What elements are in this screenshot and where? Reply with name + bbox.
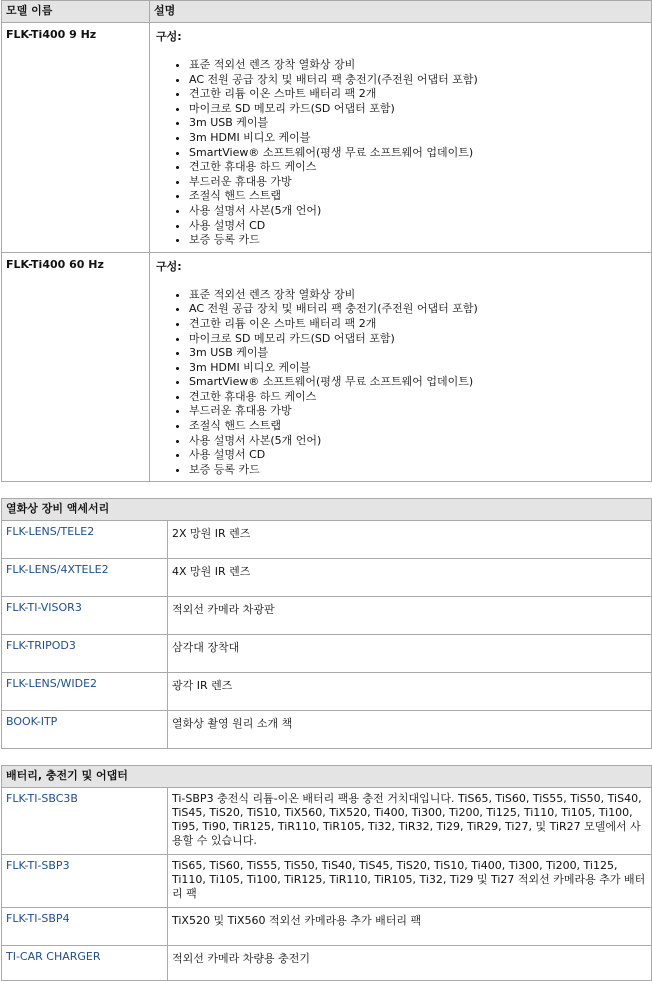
accessories-table [1,498,652,749]
list-item: • 사용 설명서 CD [189,448,645,463]
table-row [2,673,652,711]
product-code-link[interactable]: BOOK-ITP [2,711,168,749]
models-header-row [2,1,652,23]
product-code-link[interactable]: FLK-TRIPOD3 [2,635,168,673]
product-code-link[interactable]: FLK-TI-SBC3B [2,788,168,855]
table-row [2,597,652,635]
list-item: • 사용 설명서 사본(5개 언어) [189,434,645,449]
composition-label: 구성: [156,30,182,43]
battery-table [1,765,652,981]
list-item: • 견고한 휴대용 하드 케이스 [189,160,645,175]
list-item: • SmartView® 소프트웨어(평생 무료 소프트웨어 업데이트) [189,375,645,390]
composition-list [156,58,645,248]
list-item: • 견고한 리튬 이온 스마트 배터리 팩 2개 [189,87,645,102]
list-item: • 3m USB 케이블 [189,116,645,131]
product-description: 광각 IR 렌즈 [168,673,652,711]
description-header: 설명 [150,1,652,23]
table-row [2,855,652,908]
product-description: 적외선 카메라 차량용 충전기 [168,946,652,981]
list-item: • 보증 등록 카드 [189,233,645,248]
product-description: TiX520 및 TiX560 적외선 카메라용 추가 배터리 팩 [168,908,652,946]
table-row [2,711,652,749]
product-code-link[interactable]: FLK-LENS/4XTELE2 [2,559,168,597]
product-description: 적외선 카메라 차광판 [168,597,652,635]
list-item: • 사용 설명서 사본(5개 언어) [189,204,645,219]
list-item: • 부드러운 휴대용 가방 [189,404,645,419]
models-table [1,0,652,482]
product-description: Ti-SBP3 충전식 리튬-이온 배터리 팩용 충전 거치대입니다. TiS65, TiS60, TiS55, TiS50, TiS40, TiS45, TiS20, TiS10, TiX560, TiX520, Ti400, Ti300, Ti200, Ti125, Ti110, Ti105, Ti100, Ti95, Ti90, TiR125, TiR110, TiR105, Ti32, TiR32, Ti29, TiR29, Ti27, 및 TiR27 모델에서 사용할 수 있습니다. [168,788,652,855]
list-item: • 3m HDMI 비디오 케이블 [189,131,645,146]
accessories-header-row [2,499,652,521]
model-description [150,23,652,253]
list-item: • 표준 적외선 렌즈 장착 열화상 장비 [189,58,645,73]
list-item: • 사용 설명서 CD [189,219,645,234]
battery-header-row [2,766,652,788]
composition-list [156,288,645,478]
list-item: • 3m HDMI 비디오 케이블 [189,361,645,376]
list-item: • 3m USB 케이블 [189,346,645,361]
list-item: • 마이크로 SD 메모리 카드(SD 어댑터 포함) [189,102,645,117]
list-item: • 조절식 핸드 스트랩 [189,419,645,434]
list-item: • AC 전원 공급 장치 및 배터리 팩 충전기(주전원 어댑터 포함) [189,73,645,88]
list-item: • 부드러운 휴대용 가방 [189,175,645,190]
model-row [2,23,652,253]
model-description [150,252,652,482]
product-code-link[interactable]: FLK-TI-SBP4 [2,908,168,946]
product-description: 2X 망원 IR 렌즈 [168,521,652,559]
section-gap [1,482,651,498]
accessories-title: 열화상 장비 액세서리 [2,499,652,521]
product-description: TiS65, TiS60, TiS55, TiS50, TiS40, TiS45, TiS20, TiS10, Ti400, Ti300, Ti200, Ti125, Ti110, Ti105, Ti100, TiR125, TiR110, TiR105, Ti32, Ti29 및 Ti27 적외선 카메라용 추가 배터리 팩 [168,855,652,908]
product-code-link[interactable]: FLK-LENS/WIDE2 [2,673,168,711]
model-name-header: 모델 이름 [2,1,150,23]
product-code-link[interactable]: TI-CAR CHARGER [2,946,168,981]
table-row [2,788,652,855]
table-row [2,521,652,559]
product-description: 열화상 촬영 원리 소개 책 [168,711,652,749]
list-item: • 견고한 휴대용 하드 케이스 [189,390,645,405]
table-row [2,946,652,981]
list-item: • AC 전원 공급 장치 및 배터리 팩 충전기(주전원 어댑터 포함) [189,302,645,317]
product-code-link[interactable]: FLK-LENS/TELE2 [2,521,168,559]
list-item: • 마이크로 SD 메모리 카드(SD 어댑터 포함) [189,332,645,347]
table-row [2,908,652,946]
model-row [2,252,652,482]
table-row [2,559,652,597]
model-name: FLK-Ti400 9 Hz [2,23,150,253]
list-item: • 견고한 리튬 이온 스마트 배터리 팩 2개 [189,317,645,332]
product-code-link[interactable]: FLK-TI-VISOR3 [2,597,168,635]
composition-label: 구성: [156,259,182,273]
list-item: • 표준 적외선 렌즈 장착 열화상 장비 [189,288,645,303]
product-description: 삼각대 장착대 [168,635,652,673]
list-item: • 보증 등록 카드 [189,463,645,478]
list-item: • 조절식 핸드 스트랩 [189,189,645,204]
model-name: FLK-Ti400 60 Hz [2,252,150,482]
page [1,0,651,981]
list-item: • SmartView® 소프트웨어(평생 무료 소프트웨어 업데이트) [189,146,645,161]
battery-title: 배터리, 충전기 및 어댑터 [2,766,652,788]
product-code-link[interactable]: FLK-TI-SBP3 [2,855,168,908]
table-row [2,635,652,673]
section-gap [1,749,651,765]
product-description: 4X 망원 IR 렌즈 [168,559,652,597]
